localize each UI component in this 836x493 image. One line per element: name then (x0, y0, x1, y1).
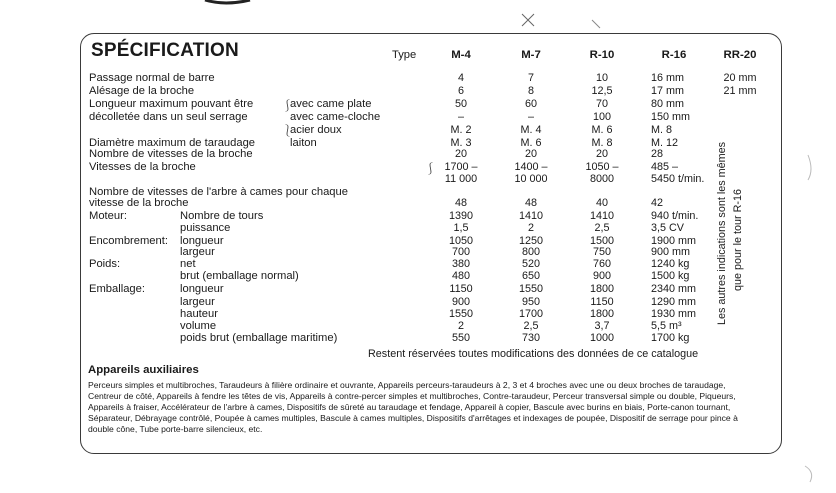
table-cell: 1500 kg (651, 270, 690, 282)
table-cell: 1550 (448, 308, 474, 320)
table-cell: 1900 mm (651, 235, 697, 247)
table-cell: 1050 (448, 235, 474, 247)
row-sublabel: avec came-cloche (290, 111, 381, 123)
table-cell: 2,5 (523, 320, 539, 332)
table-cell: 1550 (518, 283, 544, 295)
table-cell: 800 (521, 246, 541, 258)
table-cell: 2340 mm (651, 283, 697, 295)
row-label: Nombre de vitesses de la broche (89, 148, 253, 160)
table-cell: 3,7 (594, 320, 610, 332)
row-sublabel: avec came plate (290, 98, 372, 110)
side-note-line2: que pour le tour R-16 (732, 188, 744, 291)
page-title: SPÉCIFICATION (91, 40, 239, 61)
row-sublabel: volume (180, 320, 217, 332)
table-cell: 48 (454, 197, 468, 209)
model-header: R-10 (589, 49, 615, 61)
table-cell: 1150 (449, 283, 473, 295)
side-note-line1: Les autres indications sont les mêmes (716, 141, 728, 325)
table-cell: 10 (595, 72, 609, 84)
brace-decoration: ⎱ (282, 125, 293, 137)
table-cell: 950 (521, 296, 541, 308)
brace-decoration: ⎰ (282, 100, 293, 112)
row-sublabel: laiton (290, 137, 317, 149)
table-cell: 1500 (589, 235, 615, 247)
table-cell: 730 (521, 332, 541, 344)
table-cell: 480 (451, 270, 471, 282)
model-header: M-7 (521, 49, 541, 61)
row-label: Diamètre maximum de taraudage (89, 137, 256, 149)
table-cell: 11 000 (444, 173, 478, 185)
table-cell: 1250 (518, 235, 544, 247)
table-cell: 1050 – (585, 161, 619, 173)
table-cell: 20 (595, 148, 609, 160)
table-cell: 21 mm (723, 85, 757, 97)
table-cell: 80 mm (651, 98, 684, 110)
table-cell: 1150 (590, 296, 614, 308)
table-cell: 550 (451, 332, 471, 344)
table-cell: 42 (651, 197, 664, 209)
table-cell: 1410 (589, 210, 615, 222)
row-sublabel: largeur (180, 296, 215, 308)
row-label: Vitesses de la broche (89, 161, 196, 173)
table-cell: M. 3 (450, 137, 472, 149)
table-cell: 760 (592, 258, 612, 270)
row-sublabel: poids brut (emballage maritime) (180, 332, 338, 344)
row-label: Moteur: (89, 210, 127, 222)
table-cell: 28 (651, 148, 664, 160)
model-header: RR-20 (723, 49, 757, 61)
reserve-note: Restent réservées toutes modifications des données de ce catalogue (368, 348, 699, 360)
table-cell: 2 (527, 222, 535, 234)
row-label: Emballage: (89, 283, 145, 295)
table-cell: M. 2 (450, 124, 472, 136)
row-sublabel: acier doux (290, 124, 342, 136)
table-cell: 7 (527, 72, 535, 84)
table-cell: 520 (521, 258, 541, 270)
table-cell: 1800 (589, 283, 615, 295)
table-cell: 20 (454, 148, 468, 160)
aux-text: Perceurs simples et multibroches, Taraudeurs à filière ordinaire et ouvrante, Appareils perceurs-taraudeurs à 2, 3 et 4 broches avec une ou deux broches de taraudage, Centreur de côté, Appareils à fendre les têtes de vis, Appareils à contre-percer simples et multibroches, Contre-taraudeur, Perceur transversal simple ou double, Piqueurs, Appareils à fraiser, Accélérateur de l'arbre à cames, Dispositifs de sûreté au taraudage et fendage, Appareil à copier, Bascule avec burins en biais, Porte-canon tournant, Séparateur, Débrayage contrôlé, Poupée à cames multiples, Bascule à cames multiples, Dispositifs d'arrêtages et indexages de poupée, Dispositif de serrage pour pince à double cône, Tube porte-barre silencieux, etc. (88, 380, 738, 434)
row-label: vitesse de la broche (89, 197, 189, 209)
table-cell: 10 000 (514, 173, 548, 185)
table-cell: 20 mm (723, 72, 757, 84)
table-cell: 2 (457, 320, 465, 332)
table-cell: 900 (451, 296, 471, 308)
table-cell: 1000 (589, 332, 615, 344)
table-cell: – (457, 111, 465, 123)
row-sublabel: longueur (180, 235, 224, 247)
table-cell: 1290 mm (651, 296, 697, 308)
table-cell: 900 mm (651, 246, 691, 258)
brace-decoration: ⎰ (425, 163, 436, 175)
table-cell: 70 (595, 98, 609, 110)
table-cell: 380 (451, 258, 471, 270)
table-cell: 12,5 (591, 85, 613, 97)
table-cell: M. 6 (591, 124, 613, 136)
table-cell: 1930 mm (651, 308, 697, 320)
table-cell: 6 (457, 85, 465, 97)
table-cell: M. 12 (651, 137, 679, 149)
table-cell: M. 8 (651, 124, 672, 136)
aux-title: Appareils auxiliaires (88, 364, 199, 376)
row-label: Longueur maximum pouvant être (89, 98, 254, 110)
row-label: Passage normal de barre (89, 72, 215, 84)
row-label: Encombrement: (89, 235, 168, 247)
table-cell: 5,5 m³ (651, 320, 682, 332)
table-cell: 2,5 (594, 222, 610, 234)
table-cell: 485 – (651, 161, 679, 173)
side-note (712, 103, 760, 325)
table-cell: 8000 (589, 173, 615, 185)
table-cell: 48 (524, 197, 538, 209)
table-cell: 940 t/min. (651, 210, 699, 222)
table-cell: 40 (595, 197, 609, 209)
table-cell: 1800 (589, 308, 615, 320)
table-cell: 100 (592, 111, 612, 123)
table-cell: 1240 kg (651, 258, 690, 270)
table-cell: 1400 – (514, 161, 548, 173)
row-sublabel: brut (emballage normal) (180, 270, 299, 282)
row-sublabel: hauteur (180, 308, 218, 320)
row-label: décolletée dans un seul serrage (89, 111, 248, 123)
table-cell: 17 mm (651, 85, 684, 97)
table-cell: 4 (457, 72, 465, 84)
table-cell: 750 (592, 246, 612, 258)
model-header: M-4 (451, 49, 471, 61)
table-cell: 1410 (518, 210, 544, 222)
table-cell: 1700 (518, 308, 544, 320)
table-cell: 16 mm (651, 72, 684, 84)
table-cell: 1700 kg (651, 332, 690, 344)
row-label: Alésage de la broche (89, 85, 195, 97)
table-cell: 60 (524, 98, 538, 110)
table-cell: M. 8 (591, 137, 613, 149)
table-cell: M. 4 (520, 124, 542, 136)
table-cell: 900 (592, 270, 612, 282)
row-label: Poids: (89, 258, 121, 270)
table-cell: 1,5 (453, 222, 469, 234)
table-cell: 150 mm (651, 111, 691, 123)
table-cell: 5450 t/min. (651, 173, 705, 185)
type-label: Type (392, 49, 417, 61)
table-cell: 1700 – (444, 161, 478, 173)
table-cell: 1390 (448, 210, 474, 222)
row-label: Nombre de vitesses de l'arbre à cames pour chaque (89, 186, 348, 198)
table-cell: 650 (521, 270, 541, 282)
row-sublabel: Nombre de tours (180, 210, 264, 222)
row-sublabel: largeur (180, 246, 215, 258)
row-sublabel: net (180, 258, 196, 270)
table-cell: 50 (454, 98, 468, 110)
model-header: R-16 (661, 49, 687, 61)
row-sublabel: puissance (180, 222, 231, 234)
row-sublabel: longueur (180, 283, 224, 295)
table-cell: 700 (451, 246, 471, 258)
table-cell: 3,5 CV (651, 222, 685, 234)
table-cell: 20 (524, 148, 538, 160)
table-cell: – (527, 111, 535, 123)
table-cell: 8 (527, 85, 535, 97)
table-cell: M. 6 (520, 137, 542, 149)
